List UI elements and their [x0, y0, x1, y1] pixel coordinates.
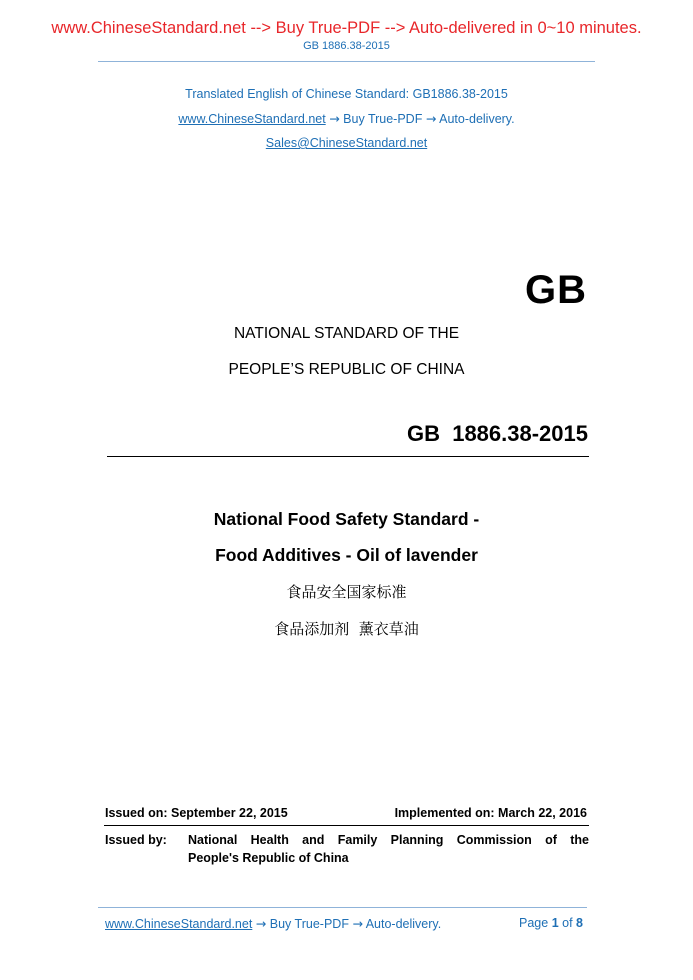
issued-by-line-2: People's Republic of China — [188, 851, 349, 865]
chinese-title-line-2: 食品添加剂 薰衣草油 — [274, 620, 419, 638]
standard-prefix: GB — [406, 421, 440, 446]
auto-delivery-text: Auto-delivery. — [439, 112, 515, 126]
implemented-on: Implemented on: March 22, 2016 — [394, 806, 587, 820]
title-line-2: Food Additives - Oil of lavender — [215, 545, 478, 565]
page-current: 1 — [551, 916, 559, 930]
footer-divider — [98, 907, 587, 908]
issued-by-label: Issued by: — [105, 833, 167, 847]
standard-divider — [107, 456, 589, 457]
footer-auto-delivery-text: Auto-delivery. — [365, 917, 442, 931]
national-standard-line-2: PEOPLE’S REPUBLIC OF CHINA — [228, 361, 465, 378]
title-line-1: National Food Safety Standard - — [213, 509, 480, 529]
header-standard-code: GB 1886.38-2015 — [303, 40, 390, 52]
arrow-right-icon: → — [425, 111, 437, 126]
footer-buy-line — [105, 916, 441, 931]
arrow-right-icon: → — [329, 111, 340, 126]
standard-number — [407, 421, 588, 447]
page-of: of — [562, 916, 573, 930]
page-total: 8 — [576, 916, 583, 930]
translated-line: Translated English of Chinese Standard: GB1886.38-2015 — [185, 87, 508, 101]
site-link[interactable]: www.ChineseStandard.net — [178, 112, 326, 126]
arrow-right-icon: → — [352, 916, 363, 931]
top-banner[interactable]: www.ChineseStandard.net --> Buy True-PDF --> Auto-delivered in 0~10 minutes. — [51, 19, 642, 37]
gb-logo: GB — [525, 268, 587, 312]
header-divider — [98, 61, 595, 62]
national-standard-line-1: NATIONAL STANDARD OF THE — [233, 325, 460, 342]
issued-on: Issued on: September 22, 2015 — [105, 806, 288, 820]
chinese-title-line-1: 食品安全国家标准 — [286, 583, 407, 601]
footer-buy-true-pdf-text[interactable]: Buy True-PDF — [269, 917, 349, 931]
buy-line — [0, 111, 693, 126]
sales-email-link[interactable]: Sales@ChineseStandard.net — [265, 136, 428, 150]
page-label: Page — [519, 916, 549, 930]
page-indicator — [519, 916, 583, 930]
issue-divider — [104, 825, 589, 826]
arrow-right-icon: → — [255, 916, 267, 931]
buy-true-pdf-text[interactable]: Buy True-PDF — [343, 112, 423, 126]
standard-code: 1886.38-2015 — [452, 421, 588, 446]
footer-site-link[interactable]: www.ChineseStandard.net — [105, 917, 253, 931]
email-line — [0, 136, 693, 150]
issued-by-line-1: National Health and Family Planning Commission of the — [188, 833, 589, 847]
